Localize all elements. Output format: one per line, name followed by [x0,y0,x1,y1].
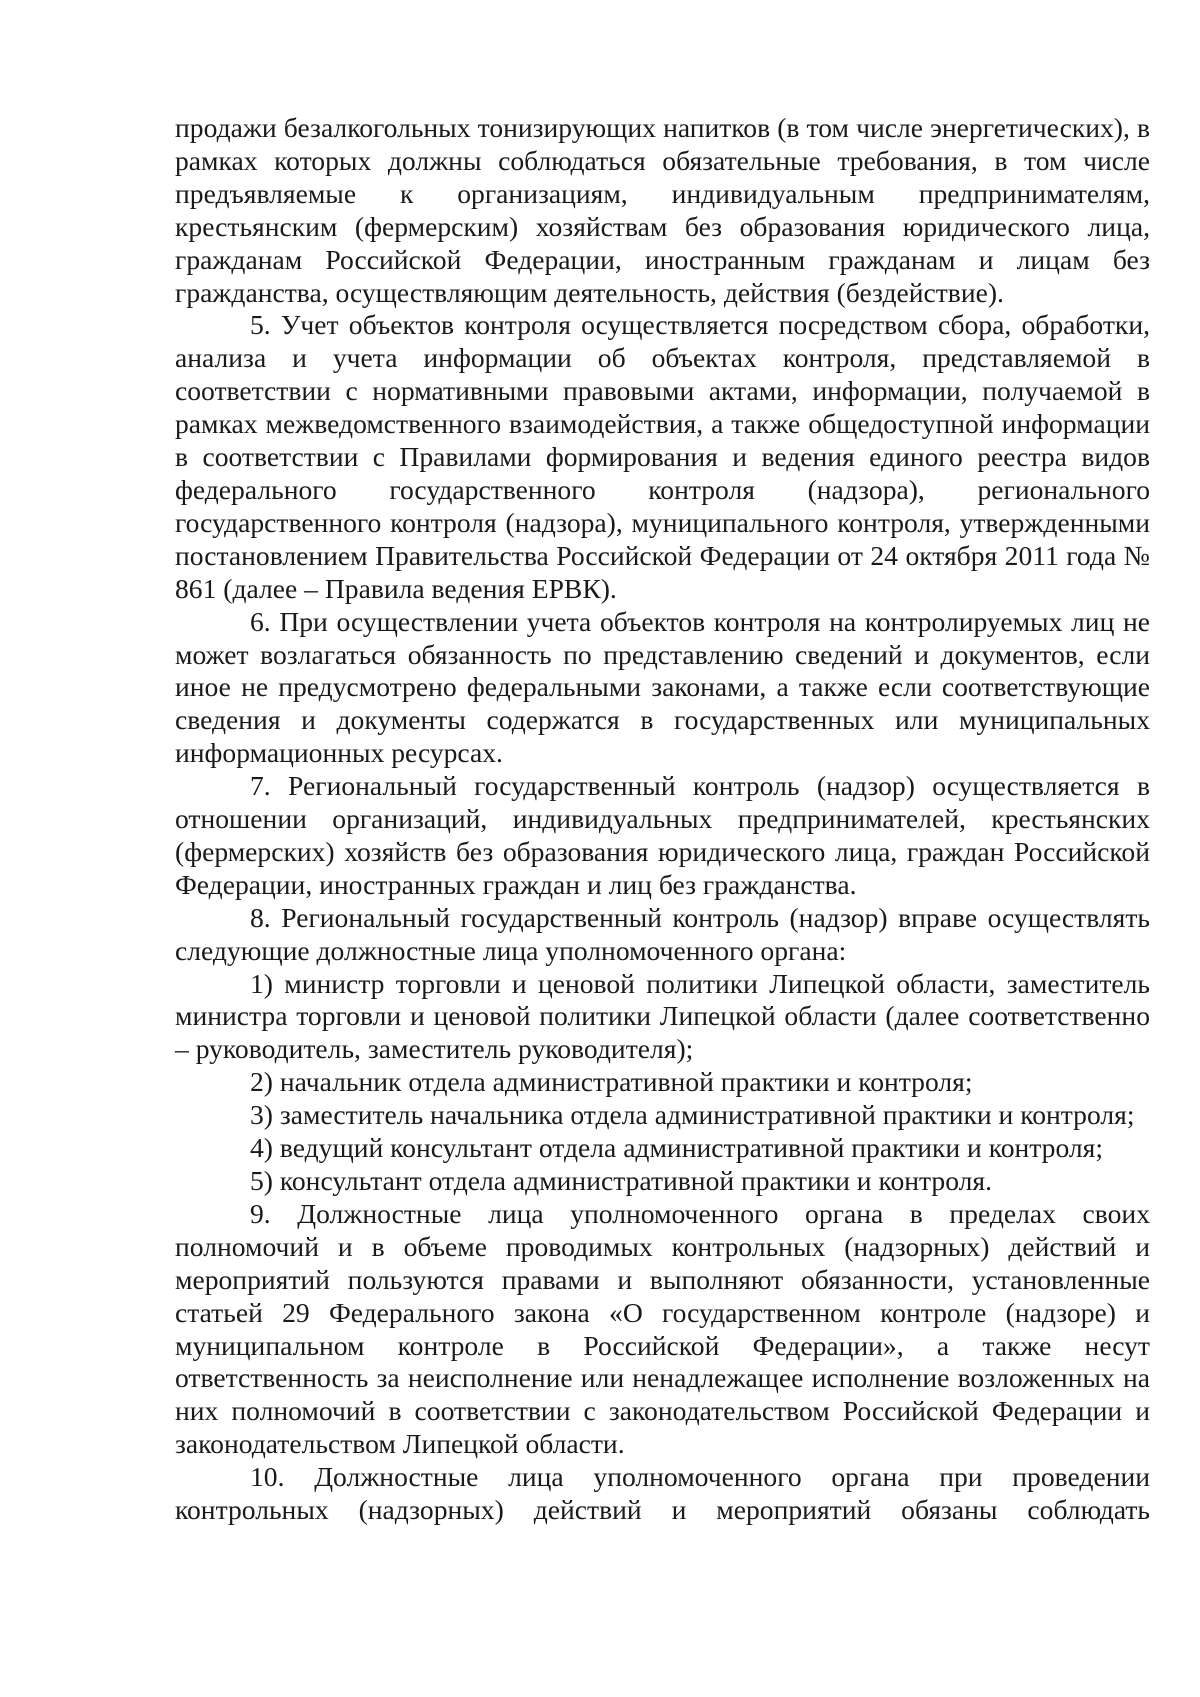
paragraph-7: 7. Региональный государственный контроль (надзор) осуществляется в отношении организаций, индивидуальных предпринимателей, крестьянских (фермерских) хозяйств без образования юридического лица, граждан Российской Федерации, иностранных граждан и лиц без гражданства. [175,770,1150,900]
list-item-4: 4) ведущий консультант отдела административной практики и контроля; [250,1132,1104,1164]
paragraph-8: 8. Региональный государственный контроль (надзор) вправе осуществлять следующие должностные лица уполномоченного органа: [175,901,1150,966]
paragraph-6: 6. При осуществлении учета объектов контроля на контролируемых лиц не может возлагаться обязанность по представлению сведений и документов, если иное не предусмотрено федеральными законами, а также если соответствующие сведения и документы содержатся в государственных или муниципальных информационных ресурсах. [175,605,1150,769]
document-page [175,112,1150,1527]
paragraph-intro-continuation: продажи безалкогольных тонизирующих напитков (в том числе энергетических), в рамках которых должны соблюдаться обязательные требования, в том числе предъявляемые к организациям, индивидуальным предпринимателям, крестьянским (фермерским) хозяйствам без образования юридического лица, гражданам Российской Федерации, иностранным гражданам и лицам без гражданства, осуществляющим деятельность, действия (бездействие). [175,112,1150,308]
list-item-2: 2) начальник отдела административной практики и контроля; [250,1066,973,1098]
paragraph-5: 5. Учет объектов контроля осуществляется посредством сбора, обработки, анализа и учета информации об объектах контроля, представляемой в соответствии с нормативными правовыми актами, информации, получаемой в рамках межведомственного взаимодействия, а также общедоступной информации в соответствии с Правилами формирования и ведения единого реестра видов федерального государственного контроля (надзора), регионального государственного контроля (надзора), муниципального контроля, утвержденными постановлением Правительства Российской Федерации от 24 октября 2011 года № 861 (далее – Правила ведения ЕРВК). [175,309,1150,604]
paragraph-9: 9. Должностные лица уполномоченного органа в пределах своих полномочий и в объеме проводимых контрольных (надзорных) действий и мероприятий пользуются правами и выполняют обязанности, установленные статьей 29 Федерального закона «О государственном контроле (надзоре) и муниципальном контроле в Российской Федерации», а также несут ответственность за неисполнение или ненадлежащее исполнение возложенных на них полномочий в соответствии с законодательством Российской Федерации и законодательством Липецкой области. [175,1197,1150,1460]
list-item-5: 5) консультант отдела административной практики и контроля. [250,1165,992,1196]
paragraph-10: 10. Должностные лица уполномоченного органа при проведении контрольных (надзорных) действий и мероприятий обязаны соблюдать [175,1461,1150,1526]
list-item-1: 1) министр торговли и ценовой политики Липецкой области, заместитель министра торговли и ценовой политики Липецкой области (далее соответственно – руководитель, заместитель руководителя); [175,967,1150,1065]
list-item-3: 3) заместитель начальника отдела административной практики и контроля; [250,1099,1135,1131]
